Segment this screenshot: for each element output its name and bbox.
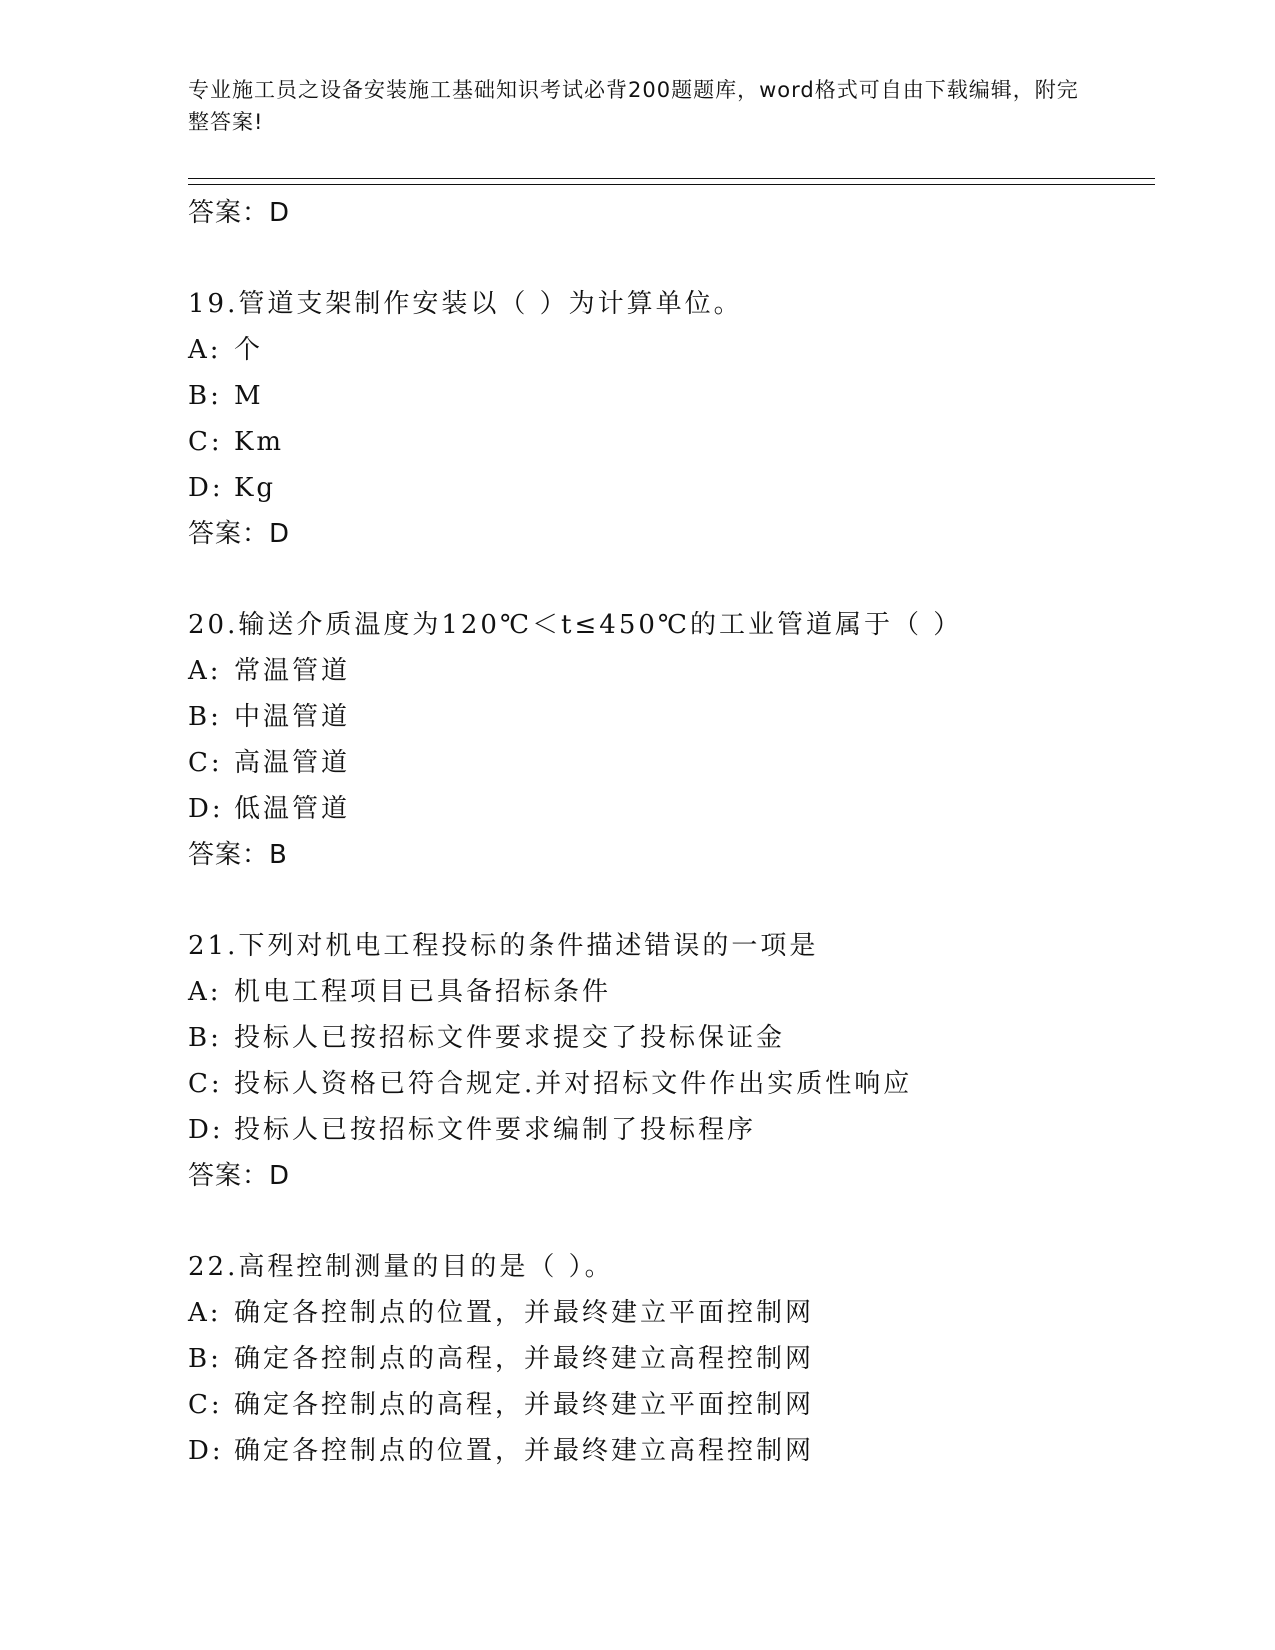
option-c bbox=[188, 1061, 1168, 1107]
question-list bbox=[188, 190, 1168, 1474]
previous-answer: 答案：D bbox=[188, 198, 291, 228]
option-letter: D: bbox=[188, 1115, 224, 1145]
option-letter: A: bbox=[188, 1298, 222, 1328]
option-text: 常温管道 bbox=[234, 656, 351, 686]
spacer bbox=[188, 878, 1168, 923]
option-letter: C: bbox=[188, 748, 223, 778]
option-letter: A: bbox=[188, 656, 222, 686]
option-letter: B: bbox=[188, 702, 222, 732]
option-text: 中温管道 bbox=[234, 702, 351, 732]
option-text: 机电工程项目已具备招标条件 bbox=[234, 977, 612, 1007]
option-b bbox=[188, 1015, 1168, 1061]
question-block bbox=[188, 281, 1168, 557]
question-answer: 答案：B bbox=[188, 840, 288, 870]
page-header-title: 专业施工员之设备安装施工基础知识考试必背200题题库，word格式可自由下载编辑，附完整答案! bbox=[188, 78, 1079, 134]
option-text: Km bbox=[234, 427, 285, 457]
option-a bbox=[188, 648, 1168, 694]
option-d bbox=[188, 1428, 1168, 1474]
option-text: M bbox=[234, 381, 264, 411]
option-letter: A: bbox=[188, 977, 222, 1007]
option-text: Kg bbox=[234, 473, 277, 503]
option-a bbox=[188, 327, 1168, 373]
spacer bbox=[188, 1199, 1168, 1244]
spacer bbox=[188, 236, 1168, 281]
option-text: 确定各控制点的位置，并最终建立高程控制网 bbox=[234, 1436, 815, 1466]
option-b bbox=[188, 1336, 1168, 1382]
question-block bbox=[188, 602, 1168, 878]
option-letter: D: bbox=[188, 1436, 224, 1466]
option-letter: A: bbox=[188, 335, 222, 365]
option-c bbox=[188, 419, 1168, 465]
question-block bbox=[188, 1244, 1168, 1474]
option-text: 确定各控制点的高程，并最终建立高程控制网 bbox=[234, 1344, 815, 1374]
option-text: 高温管道 bbox=[234, 748, 351, 778]
option-letter: B: bbox=[188, 1023, 222, 1053]
question-stem: 19.管道支架制作安装以（ ）为计算单位。 bbox=[188, 289, 743, 319]
option-d bbox=[188, 786, 1168, 832]
option-text: 低温管道 bbox=[234, 794, 351, 824]
option-letter: D: bbox=[188, 794, 224, 824]
option-letter: D: bbox=[188, 473, 224, 503]
question-stem: 20.输送介质温度为120℃＜t≤450℃的工业管道属于（ ） bbox=[188, 610, 963, 640]
option-text: 确定各控制点的位置，并最终建立平面控制网 bbox=[234, 1298, 815, 1328]
option-text: 个 bbox=[234, 335, 264, 365]
option-letter: C: bbox=[188, 427, 223, 457]
option-d bbox=[188, 1107, 1168, 1153]
option-text: 投标人资格已符合规定.并对招标文件作出实质性响应 bbox=[234, 1069, 913, 1099]
option-text: 投标人已按招标文件要求提交了投标保证金 bbox=[234, 1023, 786, 1053]
question-answer: 答案：D bbox=[188, 519, 291, 549]
option-text: 投标人已按招标文件要求编制了投标程序 bbox=[234, 1115, 757, 1145]
option-letter: B: bbox=[188, 381, 222, 411]
option-a bbox=[188, 969, 1168, 1015]
option-a bbox=[188, 1290, 1168, 1336]
option-letter: B: bbox=[188, 1344, 222, 1374]
option-letter: C: bbox=[188, 1069, 223, 1099]
question-block bbox=[188, 923, 1168, 1199]
question-answer: 答案：D bbox=[188, 1161, 291, 1191]
question-stem: 21.下列对机电工程投标的条件描述错误的一项是 bbox=[188, 931, 819, 961]
option-b bbox=[188, 694, 1168, 740]
question-stem: 22.高程控制测量的目的是（ ）。 bbox=[188, 1252, 614, 1282]
spacer bbox=[188, 557, 1168, 602]
option-letter: C: bbox=[188, 1390, 223, 1420]
option-text: 确定各控制点的高程，并最终建立平面控制网 bbox=[234, 1390, 815, 1420]
option-c bbox=[188, 1382, 1168, 1428]
option-c bbox=[188, 740, 1168, 786]
header-divider bbox=[188, 178, 1155, 185]
option-d bbox=[188, 465, 1168, 511]
option-b bbox=[188, 373, 1168, 419]
